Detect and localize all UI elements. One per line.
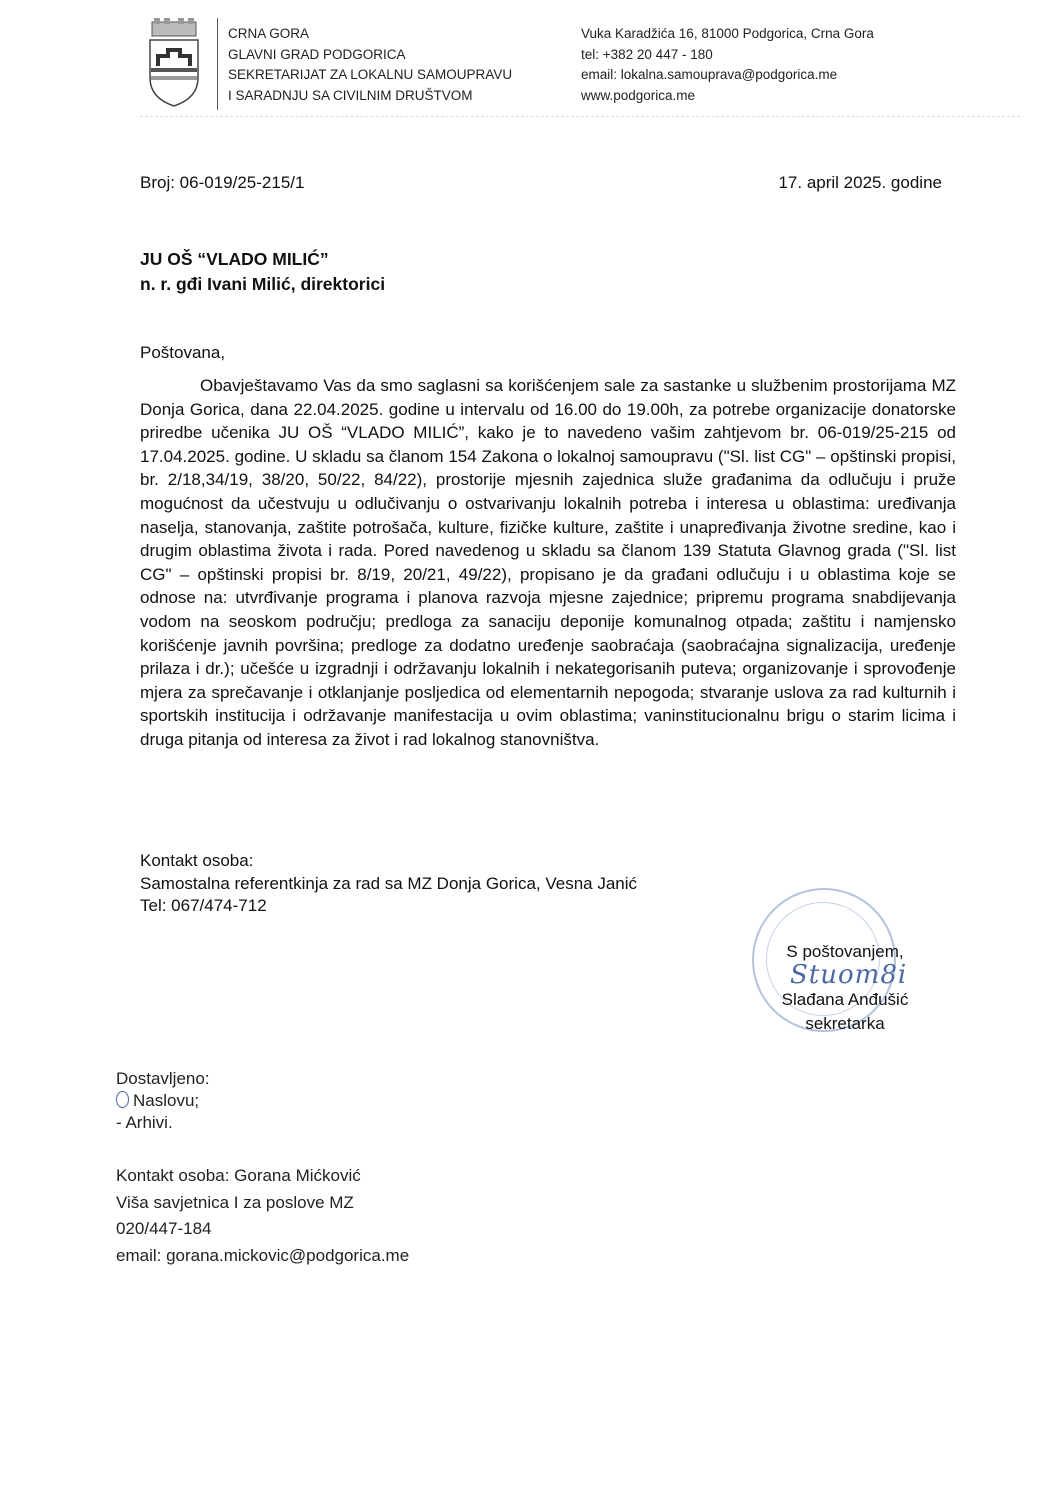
secondary-contact-phone: 020/447-184: [116, 1219, 212, 1238]
contact-person: Samostalna referentkinja za rad sa MZ Donja Gorica, Vesna Janić: [140, 873, 638, 893]
distribution-list: [116, 1068, 210, 1134]
distribution-item-label: Naslovu;: [133, 1091, 200, 1110]
contact-person-block: [140, 850, 637, 918]
handwritten-signature: Stuom8i: [790, 960, 908, 990]
header-rule: [140, 116, 1020, 118]
secondary-contact-block: [116, 1163, 409, 1269]
signature-spacer: [760, 964, 930, 988]
contact-phone: Tel: 067/474-712: [140, 896, 267, 915]
addressee-institution: JU OŠ “VLADO MILIĆ”: [140, 249, 329, 269]
email-line: email: lokalna.samouprava@podgorica.me: [581, 67, 838, 82]
handwritten-circle-icon: [116, 1091, 129, 1108]
header-divider: [217, 18, 218, 110]
document-date: 17. april 2025. godine: [778, 173, 942, 192]
document-number: Broj: 06-019/25-215/1: [140, 173, 305, 192]
closing: S poštovanjem,: [786, 942, 904, 961]
addressee: [140, 247, 385, 297]
signatory-name: Slađana Anđušić: [781, 990, 909, 1009]
phone-line: tel: +382 20 447 - 180: [581, 46, 713, 62]
issuer-line: I SARADNJU SA CIVILNIM DRUŠTVOM: [228, 87, 473, 103]
secondary-contact-email: email: gorana.mickovic@podgorica.me: [116, 1245, 410, 1265]
contact-header-block: [581, 24, 874, 106]
signature-block: [760, 940, 930, 1036]
address-line: Vuka Karadžića 16, 81000 Podgorica, Crna Gora: [581, 26, 874, 41]
salutation: Poštovana,: [140, 343, 226, 362]
issuer-line: GLAVNI GRAD PODGORICA: [228, 46, 406, 62]
issuer-line: CRNA GORA: [228, 26, 310, 41]
website-line: www.podgorica.me: [581, 87, 696, 103]
distribution-item: - Arhivi.: [116, 1113, 173, 1132]
addressee-person: n. r. gđi Ivani Milić, direktorici: [140, 274, 386, 294]
secondary-contact-title: Viša savjetnica I za poslove MZ: [116, 1192, 354, 1212]
secondary-contact-name: Kontakt osoba: Gorana Mićković: [116, 1166, 361, 1185]
issuer-line: SEKRETARIJAT ZA LOKALNU SAMOUPRAVU: [228, 67, 513, 82]
body-paragraph: Obavještavamo Vas da smo saglasni sa korišćenjem sale za sastanke u službenim prostorijama MZ Donja Gorica, dana 22.04.2025. godine u intervalu od 16.00 do 19.00h, za potrebe organizacije donatorske priredbe učenika JU OŠ “VLADO MILIĆ”, kako je to navedeno vašim zahtjevom br. 06-019/25-215 od 17.04.2025. godine. U skladu sa članom 154 Zakona o lokalnoj samoupravu ("Sl. list CG" – opštinski propisi, br. 2/18,34/19, 38/20, 50/22, 84/22), prostorije mjesnih zajednica služe građanima da odlučuju i pruže mogućnost da učestvuju u odlučivanju o ostvarivanju lokalnih potreba i interesa u oblastima: uređivanja naselja, stanovanja, zaštite potrošača, kulture, fizičke kulture, zaštite i unapređivanja životne sredine, kao i drugim oblastima života i rada. Pored navedenog u skladu sa članom 139 Statuta Glavnog grada ("Sl. list CG" – opštinski propisi br. 8/19, 20/21, 49/22), propisano je da građani odlučuju i u oblastima koje se odnose na: utvrđivanje programa i planova razvoja mjesne zajednice; pripremu programa snabdijevanja vodom na seoskom području; predloga za sanaciju deponije komunalnog otpada; zaštitu i namjensko korišćenje javnih površina; predloge za dodatno uređenje saobraćaja (saobraćajna signalizacija, uređenje prilaza i dr.); učešće u izgradnji i održavanju lokalnih i nekategorisanih puteva; organizovanje i sprovođenje mjera za sprečavanje i otklanjanje posljedica od elementarnih nepogoda; stvaranje uslova za rad kulturnih i sportskih institucija i održavanje manifestacija u ovim oblastima; vaninstitucionalnu brigu o starim licima i druga pitanja od interesa za život i rad lokalnog stanovništva.: [140, 376, 956, 749]
contact-label: Kontakt osoba:: [140, 851, 254, 870]
distribution-item: [116, 1090, 210, 1112]
issuer-block: [228, 24, 512, 106]
signatory-title: sekretarka: [805, 1014, 885, 1033]
distribution-label: Dostavljeno:: [116, 1069, 210, 1088]
coat-of-arms-icon: [146, 18, 202, 108]
letter-body: [140, 374, 956, 752]
